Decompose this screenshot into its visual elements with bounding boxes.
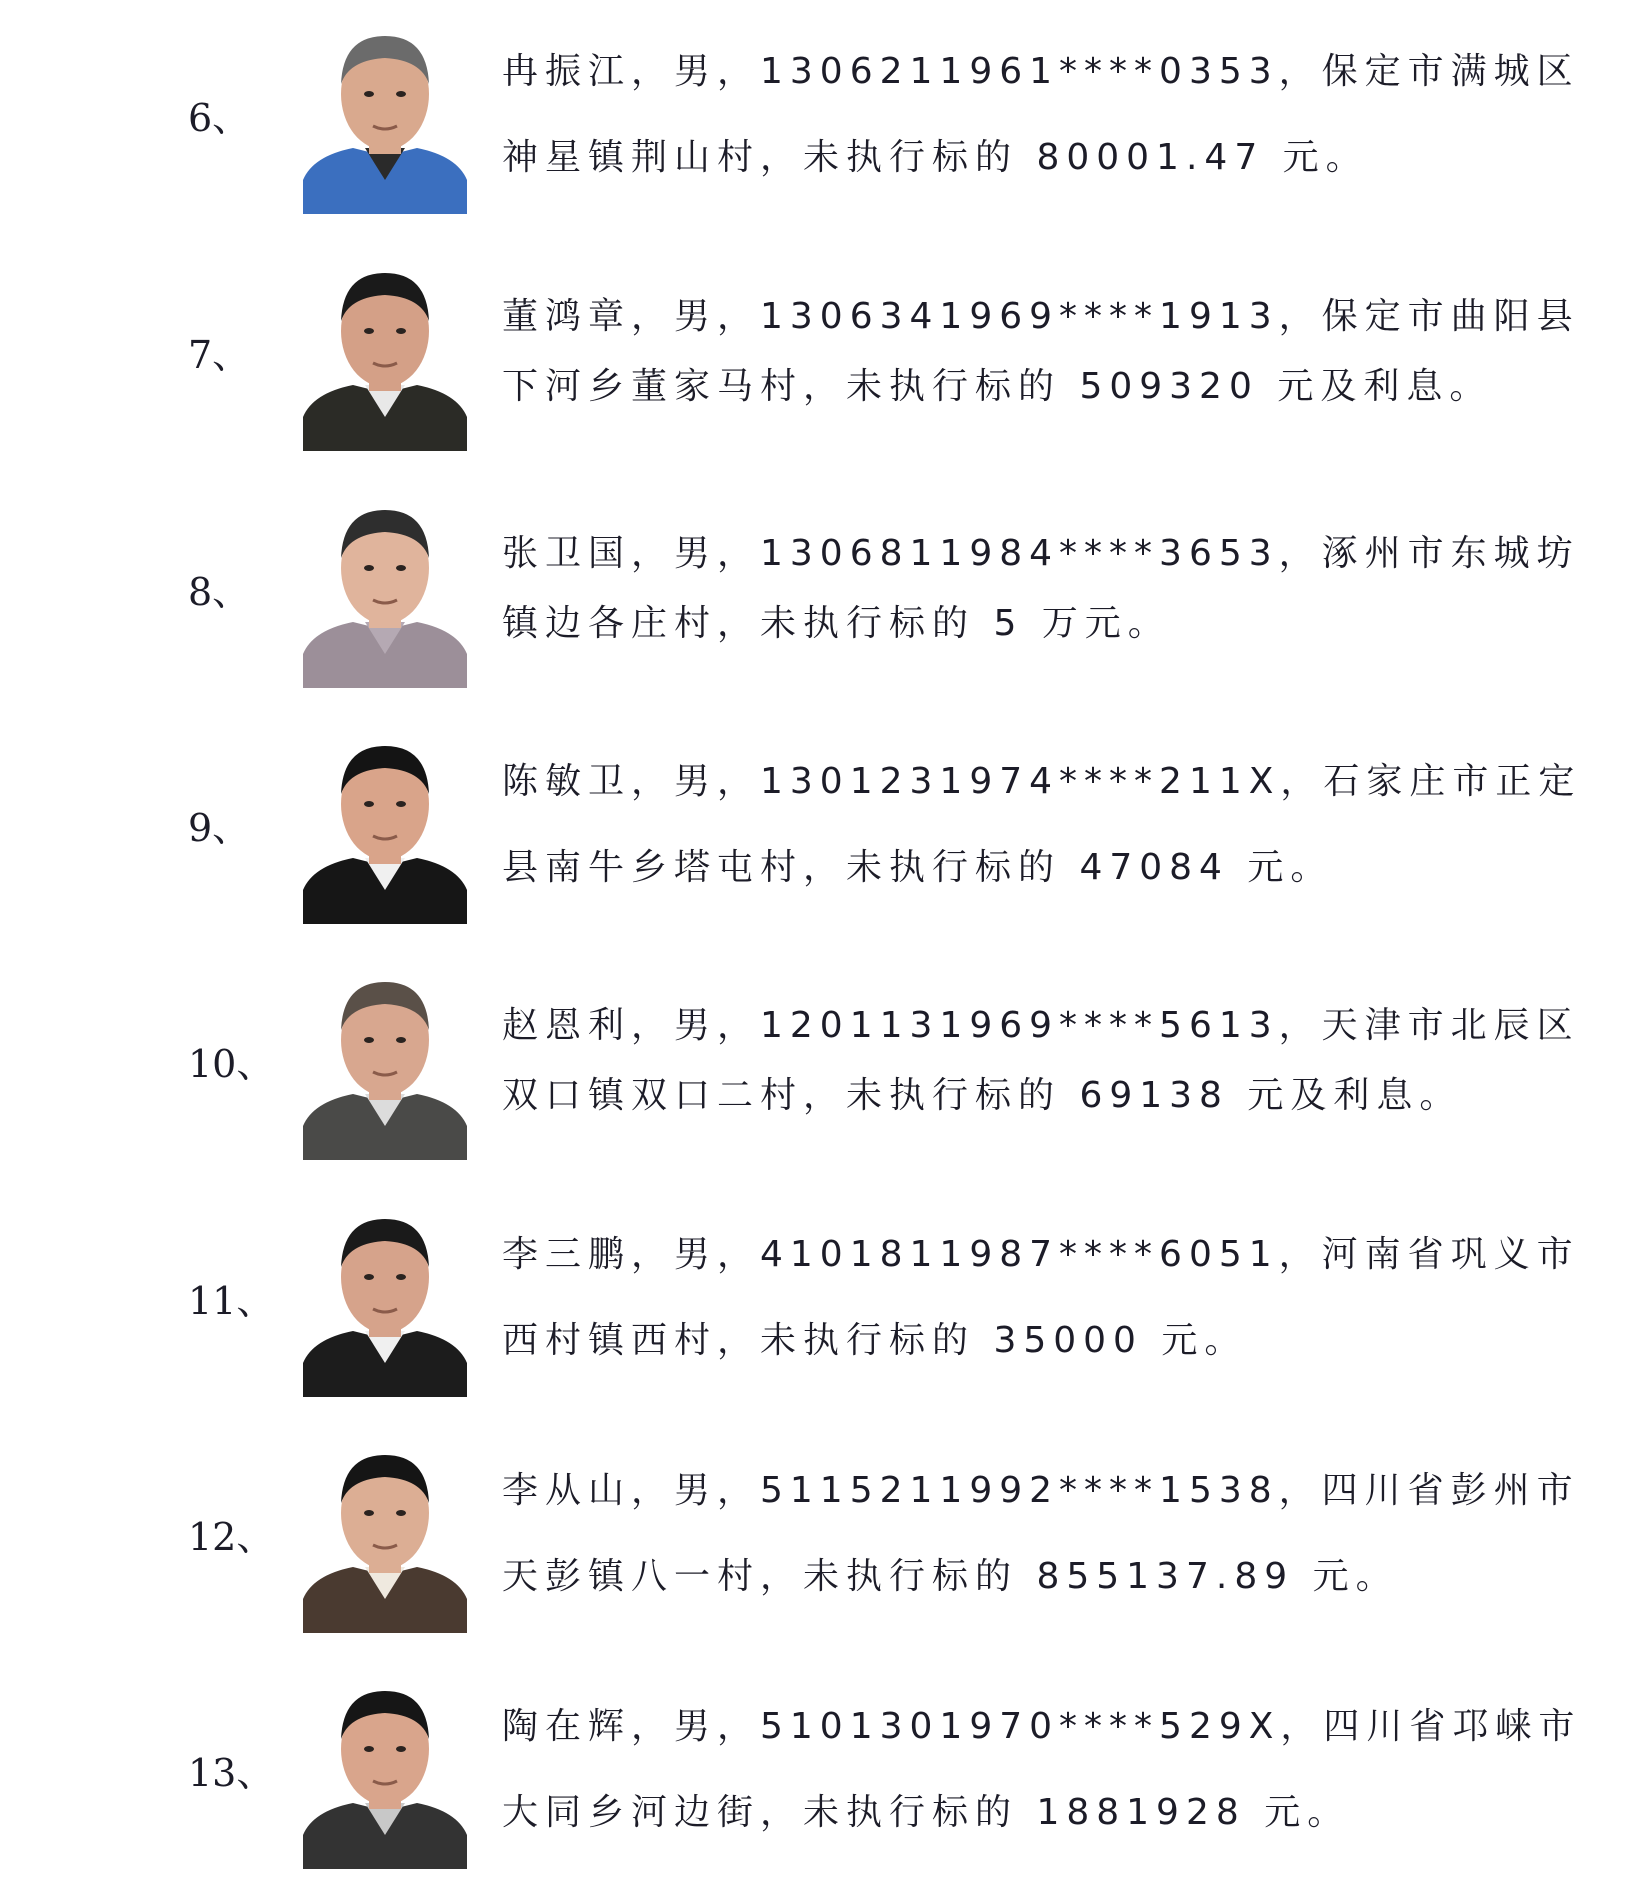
portrait-illustration	[303, 494, 467, 688]
entry-text-line-1: 冉振江，男，1306211961****0353，保定市满城区	[502, 51, 1580, 92]
list-item	[0, 1203, 1636, 1403]
portrait-photo	[303, 1203, 467, 1397]
entry-number: 6、	[188, 96, 251, 140]
portrait-left-eye	[364, 91, 374, 97]
list-item	[0, 20, 1636, 220]
portrait-photo	[303, 730, 467, 924]
entry-text-line-2: 双口镇双口二村，未执行标的 69138 元及利息。	[502, 1075, 1463, 1116]
entry-text-line-1: 陈敏卫，男，1301231974****211X，石家庄市正定	[502, 761, 1582, 802]
entry-number: 9、	[188, 806, 251, 850]
entry-text-line-1: 李从山，男，5115211992****1538，四川省彭州市	[502, 1470, 1580, 1511]
portrait-illustration	[303, 966, 467, 1160]
list-item	[0, 494, 1636, 694]
list-item	[0, 257, 1636, 457]
entry-number: 13、	[188, 1751, 275, 1795]
list-item	[0, 1675, 1636, 1875]
entry-text-line-2: 神星镇荆山村，未执行标的 80001.47 元。	[502, 137, 1369, 178]
portrait-photo	[303, 20, 467, 214]
entry-text-line-2: 下河乡董家马村，未执行标的 509320 元及利息。	[502, 366, 1493, 407]
portrait-photo	[303, 966, 467, 1160]
portrait-right-eye	[396, 801, 406, 807]
portrait-photo	[303, 1439, 467, 1633]
portrait-right-eye	[396, 1274, 406, 1280]
portrait-illustration	[303, 730, 467, 924]
entry-number: 10、	[188, 1042, 275, 1086]
portrait-right-eye	[396, 1746, 406, 1752]
portrait-photo	[303, 257, 467, 451]
portrait-left-eye	[364, 1746, 374, 1752]
entry-number: 11、	[188, 1279, 275, 1323]
portrait-right-eye	[396, 565, 406, 571]
entry-text-line-2: 镇边各庄村，未执行标的 5 万元。	[502, 603, 1171, 644]
portrait-right-eye	[396, 91, 406, 97]
portrait-photo	[303, 494, 467, 688]
entry-text-line-2: 县南牛乡塔屯村，未执行标的 47084 元。	[502, 847, 1334, 888]
portrait-left-eye	[364, 801, 374, 807]
entry-text-line-2: 天彭镇八一村，未执行标的 855137.89 元。	[502, 1556, 1399, 1597]
list-item	[0, 1439, 1636, 1639]
portrait-illustration	[303, 1675, 467, 1869]
portrait-illustration	[303, 1203, 467, 1397]
portrait-illustration	[303, 257, 467, 451]
portrait-illustration	[303, 20, 467, 214]
entry-text-line-1: 陶在辉，男，5101301970****529X，四川省邛崃市	[502, 1706, 1582, 1747]
entry-text-line-2: 大同乡河边街，未执行标的 1881928 元。	[502, 1792, 1351, 1833]
portrait-right-eye	[396, 1510, 406, 1516]
portrait-illustration	[303, 1439, 467, 1633]
list-item	[0, 730, 1636, 930]
entry-text-line-1: 李三鹏，男，4101811987****6051，河南省巩义市	[502, 1234, 1580, 1275]
portrait-left-eye	[364, 1274, 374, 1280]
portrait-right-eye	[396, 328, 406, 334]
entry-text-line-2: 西村镇西村，未执行标的 35000 元。	[502, 1320, 1248, 1361]
entry-number: 8、	[188, 570, 251, 614]
portrait-left-eye	[364, 1510, 374, 1516]
portrait-right-eye	[396, 1037, 406, 1043]
entry-text-line-1: 张卫国，男，1306811984****3653，涿州市东城坊	[502, 533, 1580, 574]
portrait-photo	[303, 1675, 467, 1869]
portrait-left-eye	[364, 328, 374, 334]
portrait-left-eye	[364, 1037, 374, 1043]
entry-number: 12、	[188, 1515, 275, 1559]
entry-number: 7、	[188, 333, 251, 377]
entry-text-line-1: 董鸿章，男，1306341969****1913，保定市曲阳县	[502, 296, 1580, 337]
entry-text-line-1: 赵恩利，男，1201131969****5613，天津市北辰区	[502, 1005, 1580, 1046]
portrait-left-eye	[364, 565, 374, 571]
list-item	[0, 966, 1636, 1166]
